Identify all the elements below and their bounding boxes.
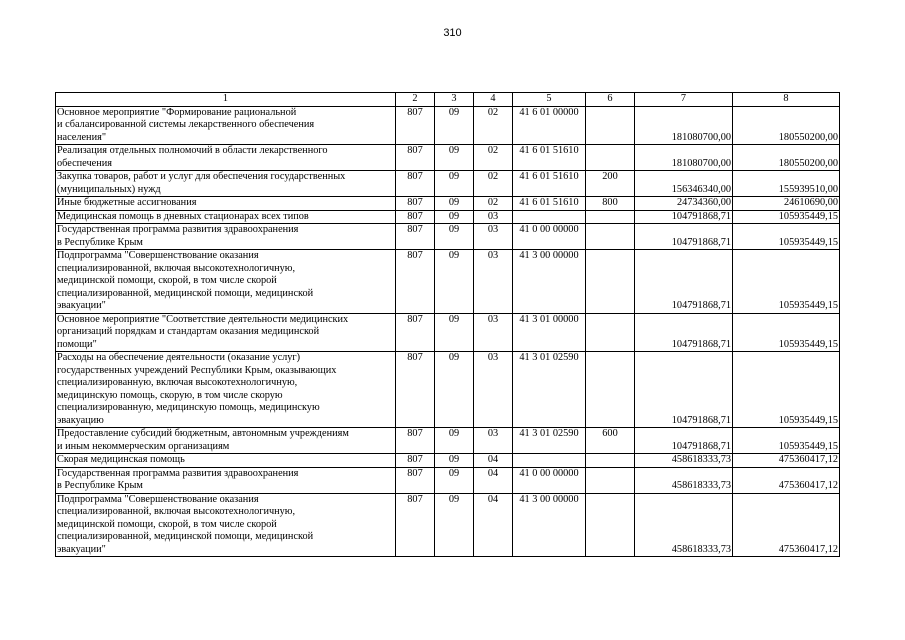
cell-col-3: 09 — [435, 197, 474, 211]
cell-col-2: 807 — [396, 171, 435, 197]
cell-col-4: 02 — [474, 106, 513, 145]
cell-col-8: 105935449,15 — [733, 428, 840, 454]
cell-col-5: 41 3 00 00000 — [513, 250, 586, 314]
cell-col-6 — [586, 352, 635, 428]
cell-col-2: 807 — [396, 467, 435, 493]
cell-col-7: 458618333,73 — [635, 493, 733, 557]
cell-col-6 — [586, 250, 635, 314]
cell-col-3: 09 — [435, 171, 474, 197]
cell-col-8: 155939510,00 — [733, 171, 840, 197]
cell-col-8: 105935449,15 — [733, 250, 840, 314]
table-row — [56, 106, 840, 145]
table-row — [56, 145, 840, 171]
cell-col-6 — [586, 224, 635, 250]
column-header: 7 — [635, 93, 733, 107]
cell-col-5: 41 6 01 51610 — [513, 145, 586, 171]
cell-col-3: 09 — [435, 313, 474, 352]
column-header: 3 — [435, 93, 474, 107]
row-name-cell: Предоставление субсидий бюджетным, автономным учреждениям и иным некоммерческим организациям — [56, 428, 396, 454]
cell-col-5: 41 3 01 02590 — [513, 352, 586, 428]
cell-col-3: 09 — [435, 224, 474, 250]
cell-col-4: 02 — [474, 197, 513, 211]
cell-col-8: 24610690,00 — [733, 197, 840, 211]
cell-col-7: 181080700,00 — [635, 145, 733, 171]
table-row — [56, 352, 840, 428]
table-row — [56, 428, 840, 454]
cell-col-5: 41 6 01 51610 — [513, 171, 586, 197]
cell-col-7: 24734360,00 — [635, 197, 733, 211]
cell-col-6: 800 — [586, 197, 635, 211]
cell-col-3: 09 — [435, 352, 474, 428]
cell-col-5: 41 3 00 00000 — [513, 493, 586, 557]
cell-col-4: 02 — [474, 145, 513, 171]
cell-col-2: 807 — [396, 352, 435, 428]
row-name-cell: Основное мероприятие "Соответствие деятельности медицинских организаций порядкам и стандартам оказания медицинской помощи" — [56, 313, 396, 352]
cell-col-6 — [586, 454, 635, 468]
row-name-cell: Основное мероприятие "Формирование рациональной и сбалансированной системы лекарственного обеспечения населения" — [56, 106, 396, 145]
cell-col-6 — [586, 106, 635, 145]
cell-col-6 — [586, 313, 635, 352]
table-row — [56, 493, 840, 557]
cell-col-2: 807 — [396, 313, 435, 352]
cell-col-8: 105935449,15 — [733, 210, 840, 224]
cell-col-5: 41 3 01 02590 — [513, 428, 586, 454]
column-header: 2 — [396, 93, 435, 107]
cell-col-8: 475360417,12 — [733, 454, 840, 468]
cell-col-7: 104791868,71 — [635, 428, 733, 454]
cell-col-2: 807 — [396, 145, 435, 171]
header-row — [56, 93, 840, 107]
cell-col-3: 09 — [435, 428, 474, 454]
row-name-cell: Закупка товаров, работ и услуг для обеспечения государственных (муниципальных) нужд — [56, 171, 396, 197]
cell-col-6 — [586, 467, 635, 493]
table-row — [56, 224, 840, 250]
cell-col-3: 09 — [435, 467, 474, 493]
cell-col-5 — [513, 454, 586, 468]
cell-col-5 — [513, 210, 586, 224]
cell-col-3: 09 — [435, 454, 474, 468]
cell-col-2: 807 — [396, 197, 435, 211]
cell-col-8: 475360417,12 — [733, 467, 840, 493]
cell-col-6: 200 — [586, 171, 635, 197]
column-header: 8 — [733, 93, 840, 107]
column-header: 1 — [56, 93, 396, 107]
cell-col-2: 807 — [396, 428, 435, 454]
row-name-cell: Государственная программа развития здравоохранения в Республике Крым — [56, 224, 396, 250]
column-header: 4 — [474, 93, 513, 107]
cell-col-3: 09 — [435, 210, 474, 224]
table-row — [56, 313, 840, 352]
cell-col-2: 807 — [396, 224, 435, 250]
cell-col-6: 600 — [586, 428, 635, 454]
cell-col-8: 105935449,15 — [733, 313, 840, 352]
cell-col-5: 41 6 01 00000 — [513, 106, 586, 145]
cell-col-2: 807 — [396, 493, 435, 557]
cell-col-3: 09 — [435, 250, 474, 314]
table-row — [56, 454, 840, 468]
cell-col-7: 104791868,71 — [635, 210, 733, 224]
row-name-cell: Скорая медицинская помощь — [56, 454, 396, 468]
cell-col-7: 458618333,73 — [635, 454, 733, 468]
table-row — [56, 171, 840, 197]
cell-col-3: 09 — [435, 493, 474, 557]
row-name-cell: Реализация отдельных полномочий в области лекарственного обеспечения — [56, 145, 396, 171]
column-header: 5 — [513, 93, 586, 107]
cell-col-4: 04 — [474, 493, 513, 557]
cell-col-4: 04 — [474, 454, 513, 468]
budget-table — [55, 92, 840, 557]
cell-col-7: 104791868,71 — [635, 313, 733, 352]
cell-col-4: 03 — [474, 210, 513, 224]
cell-col-5: 41 0 00 00000 — [513, 224, 586, 250]
row-name-cell: Государственная программа развития здравоохранения в Республике Крым — [56, 467, 396, 493]
cell-col-8: 105935449,15 — [733, 224, 840, 250]
cell-col-4: 04 — [474, 467, 513, 493]
table-row — [56, 210, 840, 224]
cell-col-8: 180550200,00 — [733, 145, 840, 171]
cell-col-2: 807 — [396, 210, 435, 224]
cell-col-8: 105935449,15 — [733, 352, 840, 428]
table-row — [56, 250, 840, 314]
cell-col-7: 156346340,00 — [635, 171, 733, 197]
cell-col-4: 03 — [474, 313, 513, 352]
cell-col-2: 807 — [396, 454, 435, 468]
cell-col-7: 104791868,71 — [635, 224, 733, 250]
cell-col-2: 807 — [396, 106, 435, 145]
cell-col-7: 104791868,71 — [635, 352, 733, 428]
cell-col-8: 180550200,00 — [733, 106, 840, 145]
cell-col-4: 03 — [474, 428, 513, 454]
column-header: 6 — [586, 93, 635, 107]
cell-col-5: 41 3 01 00000 — [513, 313, 586, 352]
table-row — [56, 467, 840, 493]
cell-col-6 — [586, 210, 635, 224]
row-name-cell: Подпрограмма "Совершенствование оказания специализированной, включая высокотехнологичную, медицинской помощи, скорой, в том числе скорой специализированной, медицинской помощи, медицинской эвакуации" — [56, 493, 396, 557]
cell-col-8: 475360417,12 — [733, 493, 840, 557]
cell-col-4: 03 — [474, 352, 513, 428]
cell-col-5: 41 6 01 51610 — [513, 197, 586, 211]
row-name-cell: Расходы на обеспечение деятельности (оказание услуг) государственных учреждений Республики Крым, оказывающих специализированную, включая высокотехнологичную, медицинскую помощь, скорую, в том числе скорую специализированную, медицинскую помощь, медицинскую эвакуацию — [56, 352, 396, 428]
cell-col-3: 09 — [435, 145, 474, 171]
row-name-cell: Иные бюджетные ассигнования — [56, 197, 396, 211]
cell-col-4: 03 — [474, 224, 513, 250]
row-name-cell: Подпрограмма "Совершенствование оказания специализированной, включая высокотехнологичную, медицинской помощи, скорой, в том числе скорой специализированной, медицинской помощи, медицинской эвакуации" — [56, 250, 396, 314]
cell-col-7: 104791868,71 — [635, 250, 733, 314]
row-name-cell: Медицинская помощь в дневных стационарах всех типов — [56, 210, 396, 224]
cell-col-6 — [586, 493, 635, 557]
cell-col-4: 02 — [474, 171, 513, 197]
table-row — [56, 197, 840, 211]
cell-col-5: 41 0 00 00000 — [513, 467, 586, 493]
cell-col-7: 458618333,73 — [635, 467, 733, 493]
cell-col-4: 03 — [474, 250, 513, 314]
page-number: 310 — [443, 27, 462, 39]
cell-col-7: 181080700,00 — [635, 106, 733, 145]
cell-col-6 — [586, 145, 635, 171]
cell-col-3: 09 — [435, 106, 474, 145]
cell-col-2: 807 — [396, 250, 435, 314]
